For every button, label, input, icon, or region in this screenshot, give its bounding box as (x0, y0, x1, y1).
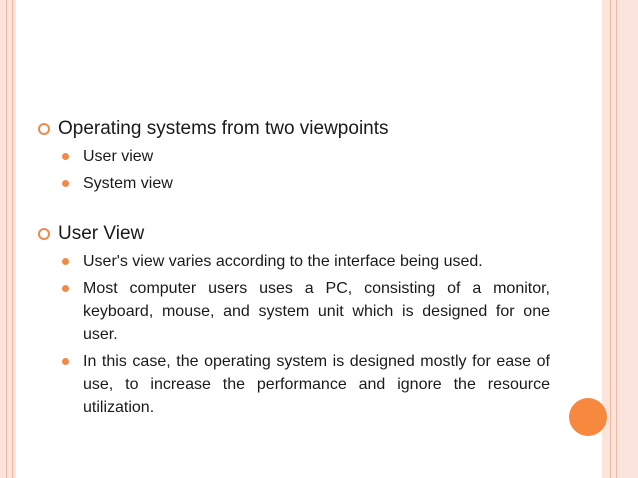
hollow-bullet-icon (38, 123, 50, 135)
right-frame-line (616, 0, 617, 478)
sub-bullet-item (62, 277, 550, 346)
sub-bullet-list (62, 250, 550, 419)
left-frame-line (6, 0, 7, 478)
sub-bullet-item (62, 172, 550, 195)
sub-bullet-item (62, 350, 550, 419)
left-frame-band (0, 0, 16, 478)
sub-bullet-text: User's view varies according to the interface being used. (83, 253, 483, 270)
section-viewpoints (38, 117, 550, 195)
bullet-dot-icon (62, 258, 69, 265)
bullet-dot-icon (62, 358, 69, 365)
sub-bullet-text: System view (83, 175, 173, 192)
sub-bullet-item (62, 145, 550, 168)
section-user-view (38, 222, 550, 419)
section-heading: Operating systems from two viewpoints (58, 118, 389, 139)
bullet-dot-icon (62, 153, 69, 160)
decorative-circle (569, 398, 607, 436)
sub-bullet-item (62, 250, 550, 273)
right-frame-band (602, 0, 638, 478)
hollow-bullet-icon (38, 228, 50, 240)
section-heading: User View (58, 223, 145, 244)
bullet-dot-icon (62, 285, 69, 292)
sub-bullet-text: In this case, the operating system is designed mostly for ease of use, to increase the performance and ignore the resource utilization. (83, 353, 550, 416)
level1-bullet-item (38, 117, 550, 140)
sub-bullet-text: User view (83, 148, 154, 165)
sub-bullet-text: Most computer users uses a PC, consisting of a monitor, keyboard, mouse, and system unit which is designed for one user. (83, 280, 550, 343)
sub-bullet-list (62, 145, 550, 195)
level1-bullet-item (38, 222, 550, 245)
left-frame-line (12, 0, 13, 478)
slide-content (38, 117, 550, 423)
right-frame-line (610, 0, 611, 478)
bullet-dot-icon (62, 180, 69, 187)
